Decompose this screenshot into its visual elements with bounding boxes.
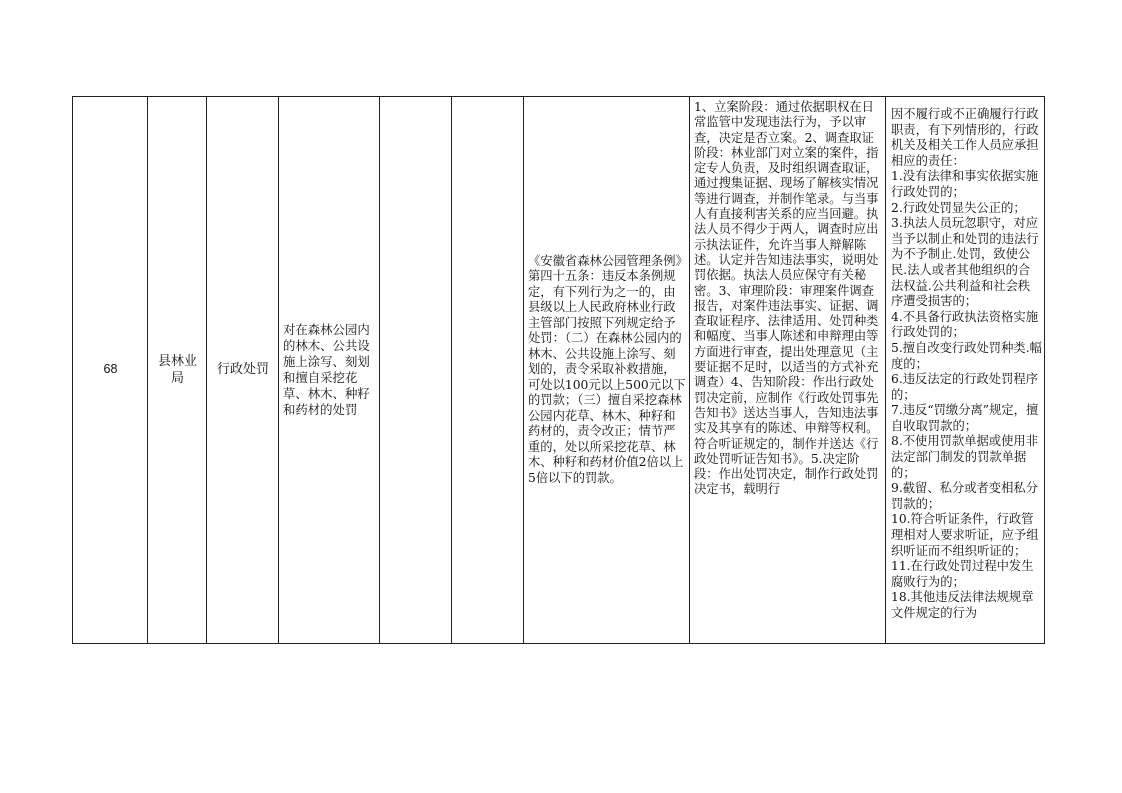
responsibility-item: 2.行政处罚显失公正的； [891, 200, 1026, 215]
responsibility-item: 7.违反“罚缴分离”规定，擅自收取罚款的； [891, 403, 1039, 433]
responsibility-item: 3.执法人员玩忽职守，对应当予以制止和处罚的违法行为不予制止.处罚，致使公民.法人或者其他组织的合法权益.公共利益和社会秩序遭受损害的； [891, 216, 1039, 309]
row-number: 68 [103, 362, 118, 377]
record-table [72, 96, 1045, 644]
basis-cell: 《安徽省森林公园管理条例》第四十五条：违反本条例规定，有下列行为之一的，由县级以上人民政府林业行政主管部门按照下列规定给予处罚：（二）在森林公园内的林木、公共设施上涂写、刻划的，责令采取补救措施，可处以100元以上500元以下的罚款；（三）擅自采挖森林公园内花草、林木、种籽和药材的，责令改正；情节严重的，处以所采挖花草、林木、种籽和药材价值2倍以上5倍以下的罚款。 [528, 253, 686, 485]
item-cell: 对在森林公园内的林木、公共设施上涂写、刻划和擅自采挖花草、林木、种籽和药材的处罚 [283, 322, 370, 417]
responsibility-item: 9.截留、私分或者变相私分罚款的； [891, 481, 1038, 511]
responsibility-cell [891, 107, 1042, 639]
responsibility-item: 8.不使用罚款单据或使用非法定部门制发的罚款单据的； [891, 434, 1038, 480]
responsibility-item: 5.擅自改变行政处罚种类.幅度的； [891, 340, 1042, 371]
responsibility-item: 1.没有法律和事实依据实施行政处罚的； [891, 169, 1038, 199]
department-cell: 县林业局 [157, 354, 197, 386]
column-6-cell [452, 97, 524, 643]
column-5-cell [380, 97, 452, 643]
responsibility-item: 4.不具备行政执法资格实施行政处罚的； [891, 309, 1038, 340]
responsibility-item: 11.在行政处罚过程中发生腐败行为的； [891, 559, 1034, 589]
responsibility-item: 6.违反法定的行政处罚程序的； [891, 372, 1038, 402]
process-cell: 1、立案阶段：通过依据职权在日常监管中发现违法行为，予以审查，决定是否立案。2、调查取证阶段：林业部门对立案的案件，指定专人负责，及时组织调查取证，通过搜集证据、现场了解核实情况等进行调查，并制作笔录。与当事人有直接利害关系的应当回避。执法人员不得少于两人，调查时应出示执法证件，允许当事人辩解陈述。认定并告知违法事实，说明处罚依据。执法人员应保守有关秘密。3、审理阶段：审理案件调查报告，对案件违法事实、证据、调查取证程序、法律适用、处罚种类和幅度、当事人陈述和申辩理由等方面进行审查，提出处理意见（主要证据不足时，以适当的方式补充调查）4、告知阶段：作出行政处罚决定前，应制作《行政处罚事先告知书》送达当事人，告知违法事实及其享有的陈述、申辩等权利。符合听证规定的，制作并送达《行政处罚听证告知书》。5.决定阶段：作出处罚决定，制作行政处罚决定书，载明行 [694, 100, 879, 497]
responsibility-item: 10.符合听证条件，行政管理相对人要求听证，应予组织听证而不组织听证的； [891, 512, 1039, 558]
responsibility-intro: 因不履行或不正确履行行政职责，有下列情形的，行政机关及相关工作人员应承担相应的责任： [891, 107, 1039, 168]
category-cell: 行政处罚 [216, 362, 269, 378]
responsibility-item: 18.其他违反法律法规规章文件规定的行为 [891, 590, 1034, 620]
